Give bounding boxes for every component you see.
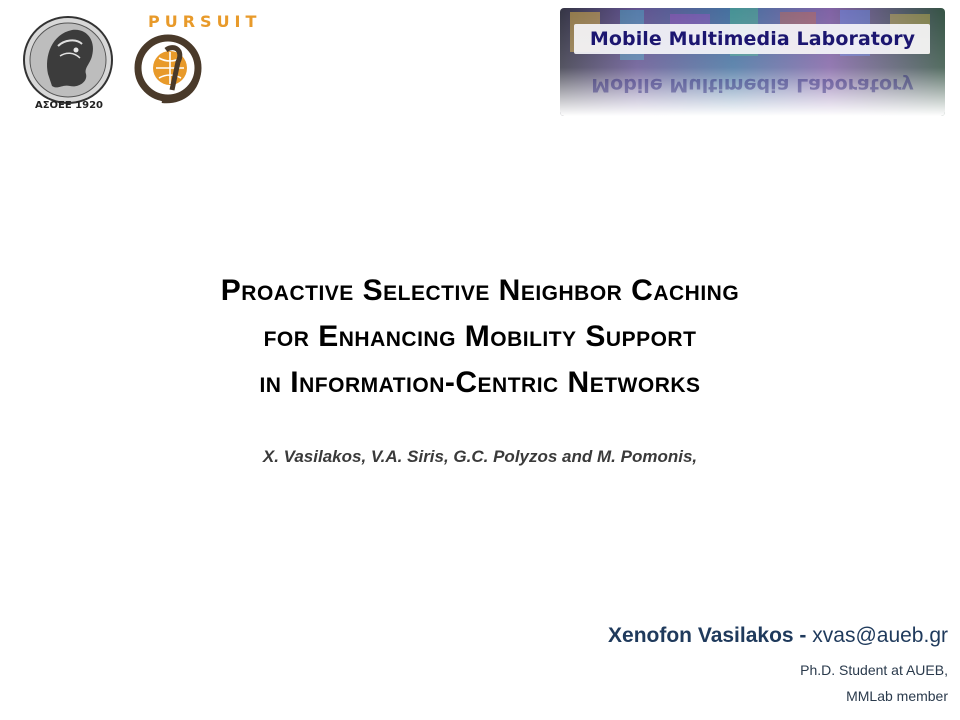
banner-title: Mobile Multimedia Laboratory <box>589 28 916 50</box>
authors-line: X. Vasilakos, V.A. Siris, G.C. Polyzos and M. Pomonis, <box>262 447 698 466</box>
pursuit-logo-text: PURSUIT <box>148 12 262 31</box>
pursuit-logo <box>126 10 262 110</box>
banner-title-reflection: Mobile Multimedia Laboratory <box>591 74 914 96</box>
presenter-name: Xenofon Vasilakos - <box>608 624 807 647</box>
presenter-email: xvas@aueb.gr <box>812 624 948 647</box>
title-line-3: in Information-Centric Networks <box>259 366 701 399</box>
banner-background-icon <box>560 8 945 116</box>
mmlab-banner <box>560 8 945 116</box>
presenter-role-line-1: Ph.D. Student at AUEB, <box>800 662 948 678</box>
presenter-line <box>608 624 948 648</box>
title-line-1: Proactive Selective Neighbor Caching <box>220 274 740 307</box>
aueb-logo-text: ΑΣΟΕΕ 1920 <box>34 100 104 111</box>
title-line-2: for Enhancing Mobility Support <box>263 320 697 353</box>
slide-title <box>80 268 880 406</box>
presenter-role-line-2: MMLab member <box>846 688 948 704</box>
aueb-logo <box>18 12 118 120</box>
